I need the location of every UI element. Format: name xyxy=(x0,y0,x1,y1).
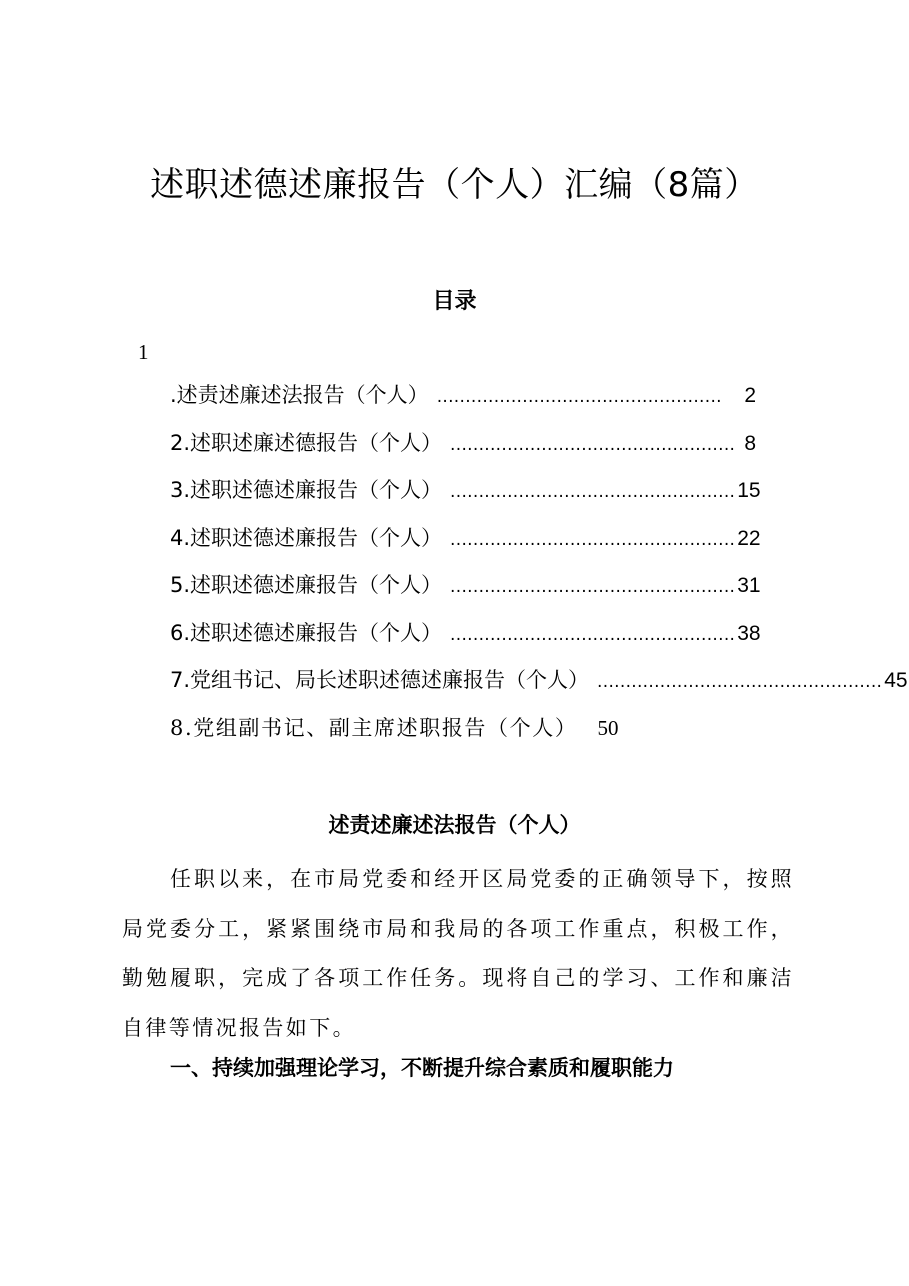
toc-entry[interactable] xyxy=(170,473,761,521)
toc-entry-label: 8.党组副书记、副主席述职报告（个人） xyxy=(170,715,578,740)
document-title: 述职述德述廉报告（个人）汇编（8篇） xyxy=(150,165,759,205)
toc-entry-leader: .................................................. xyxy=(450,529,736,550)
toc-entry-label: 7.党组书记、局长述职述德述廉报告（个人） xyxy=(170,668,590,692)
toc-entry-label: 6.述职述德述廉报告（个人） xyxy=(170,620,443,645)
toc-entry-page: 50 xyxy=(597,715,619,740)
toc-entry-page: 38 xyxy=(737,621,761,645)
toc-stray-number: 1 xyxy=(138,340,149,364)
table-of-contents xyxy=(170,378,908,758)
toc-entry-leader: .................................................. xyxy=(436,387,722,407)
toc-entry-leader: .................................................. xyxy=(597,672,883,692)
toc-entry-page: 22 xyxy=(737,526,761,550)
toc-entry-page: 15 xyxy=(737,479,761,502)
toc-entry-leader: .................................................. xyxy=(450,624,736,645)
toc-entry-leader: .................................................. xyxy=(450,434,736,455)
toc-entry-label: 5.述职述德述廉报告（个人） xyxy=(170,573,443,597)
toc-entry[interactable] xyxy=(170,378,756,426)
toc-entry-page: 45 xyxy=(884,669,908,692)
toc-entry-label: 4.述职述德述廉报告（个人） xyxy=(170,525,443,550)
toc-entry-page: 8 xyxy=(744,431,756,455)
toc-heading: 目录 xyxy=(432,288,477,314)
subsection-heading: 一、持续加强理论学习，不断提升综合素质和履职能力 xyxy=(170,1056,674,1080)
toc-entry[interactable] xyxy=(170,663,908,711)
toc-entry-page: 31 xyxy=(737,574,761,597)
toc-entry[interactable] xyxy=(170,616,761,664)
toc-entry-label: .述责述廉述法报告（个人） xyxy=(170,383,429,407)
toc-entry-label: 2.述职述廉述德报告（个人） xyxy=(170,430,443,455)
toc-entry[interactable] xyxy=(170,521,761,569)
toc-entry[interactable] xyxy=(170,711,756,759)
toc-entry-leader: .................................................. xyxy=(450,482,736,502)
toc-entry-label: 3.述职述德述廉报告（个人） xyxy=(170,478,443,502)
section-heading: 述责述廉述法报告（个人） xyxy=(328,812,581,837)
toc-entry[interactable] xyxy=(170,426,756,474)
toc-entry[interactable] xyxy=(170,568,761,616)
toc-entry-page: 2 xyxy=(744,384,756,407)
toc-entry-leader: .................................................. xyxy=(450,577,736,597)
body-paragraph: 任职以来，在市局党委和经开区局党委的正确领导下，按照局党委分工，紧紧围绕市局和我局的各项工作重点，积极工作，勤勉履职，完成了各项工作任务。现将自己的学习、工作和廉洁自律等情况报告如下。 xyxy=(122,867,794,1040)
